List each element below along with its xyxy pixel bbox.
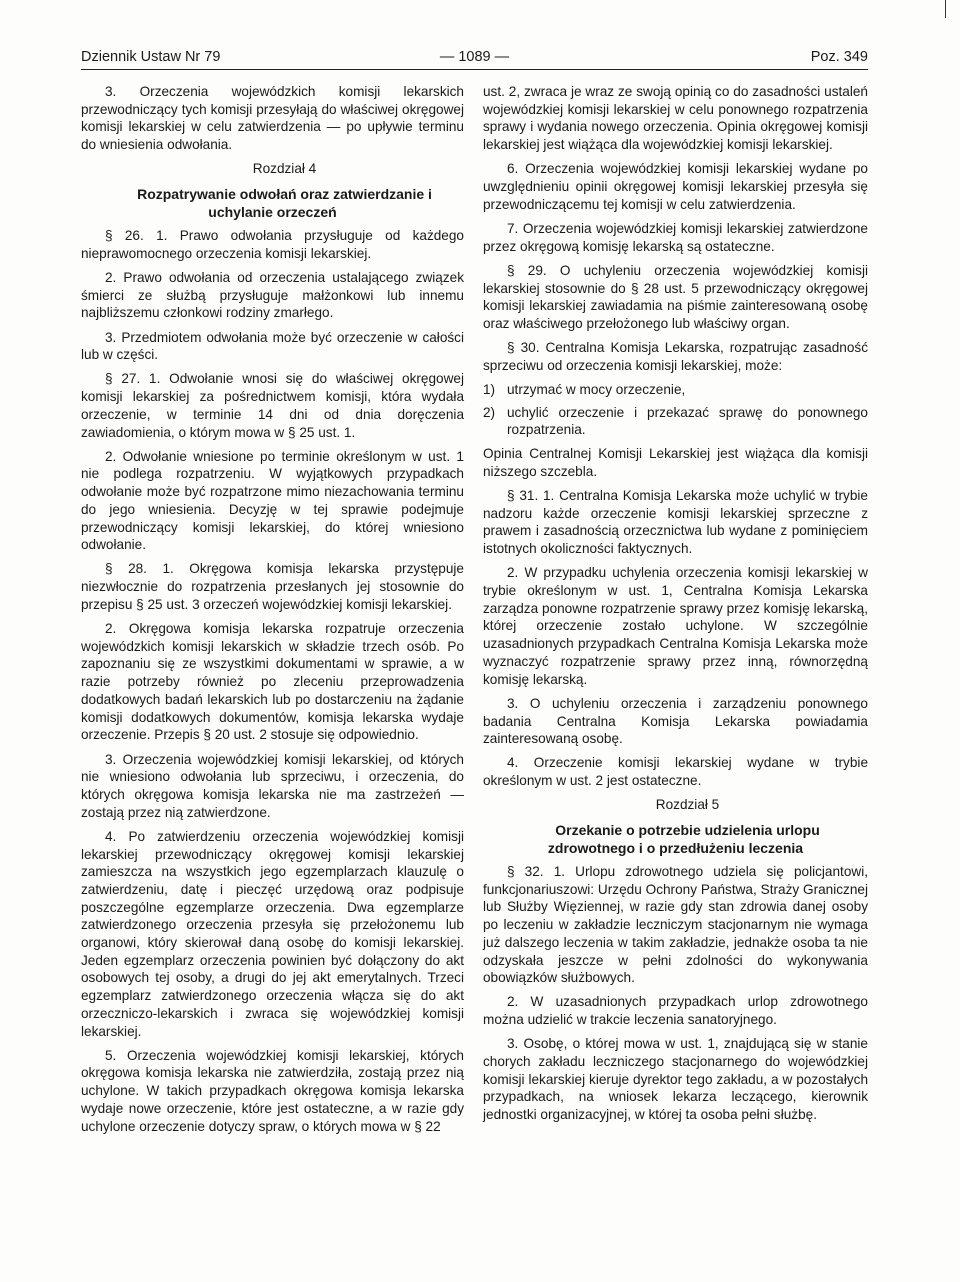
left-column: [81, 83, 464, 1142]
chapter-5-label: Rozdział 5: [655, 797, 720, 813]
paragraph-27-1: § 27. 1. Odwołanie wnosi się do właściwej okręgowej komisji lekarskiej za pośrednictwem komisji, która wydała orzeczenie, w terminie 14 dni od dnia doręczenia zawiadomienia, o którym mowa w § 25 ust. 1.: [81, 371, 464, 440]
paragraph-26-3: 3. Przedmiotem odwołania może być orzeczenie w całości lub w części.: [81, 329, 464, 363]
paragraph-28-5-continued: ust. 2, zwraca je wraz ze swoją opinią co do zasadności ustaleń wojewódzkiej komisji lekarskiej w celu ponownego rozpatrzenia sprawy i wydania nowego orzeczenia. Opinia okręgowej komisji lekarskiej jest wiążąca dla wojewódzkiej komisji lekarskiej.: [483, 84, 868, 153]
page-header: [81, 48, 868, 68]
paragraph-26-2: 2. Prawo odwołania od orzeczenia ustalającego związek śmierci ze służbą przysługuje małżonkowi lub innemu najbliższemu członkowi rodziny zmarłego.: [81, 269, 464, 321]
paragraph-28-3: 3. Orzeczenia wojewódzkiej komisji lekarskiej, od których nie wniesiono odwołania lub sprzeciwu, i orzeczenia, do których okręgowa komisja lekarska nie ma zastrzeżeń — zostają przez nią zatwierdzone.: [81, 751, 464, 820]
list-item: [483, 404, 868, 439]
list-item-text: utrzymać w mocy orzeczenie,: [507, 382, 686, 398]
paragraph-32-2: 2. W uzasadnionych przypadkach urlop zdrowotnego można udzielić w trakcie leczenia sanatoryjnego.: [483, 994, 868, 1028]
corner-mark: [945, 0, 946, 18]
paragraph-32-1: § 32. 1. Urlopu zdrowotnego udziela się policjantowi, funkcjonariuszowi: Urzędu Ochrony Państwa, Straży Granicznej lub Służby Więziennej, w razie gdy stan zdrowia danej osoby po leczeniu w zakładzie leczniczym stacjonarnym nie wymaga już dalszego leczenia w takim zakładzie, jednakże osoba ta nie odzyskała jeszcze w pełni zdolności do wykonywania obowiązków służbowych.: [483, 864, 868, 986]
paragraph-32-3: 3. Osobę, o której mowa w ust. 1, znajdującą się w stanie chorych zakładu leczniczego stacjonarnego do wojewódzkiej komisji lekarskiej kieruje dyrektor tego zakładu, a w pozostałych przypadkach, na wniosek lekarza leczącego, kierownik jednostki organizacyjnej, w której ta osoba pełni służbę.: [483, 1036, 868, 1123]
paragraph-26-1: § 26. 1. Prawo odwołania przysługuje od każdego nieprawomocnego orzeczenia komisji lekarskiej.: [81, 228, 464, 261]
paragraph-30-list: [483, 381, 868, 439]
paragraph-31-4: 4. Orzeczenie komisji lekarskiej wydane w trybie określonym w ust. 2 jest ostateczne.: [483, 755, 868, 789]
chapter-5-title: Orzekanie o potrzebie udzielenia urlopu zdrowotnego i o przedłużeniu leczenia: [547, 821, 820, 856]
list-item-number: 1): [483, 382, 496, 398]
paragraph-31-1: § 31. 1. Centralna Komisja Lekarska może uchylić w trybie nadzoru każde orzeczenie komisji lekarskiej sprzeczne z prawem i zasadnością orzecznictwa lub wydane z pominięciem istotnych okoliczności faktycznych.: [483, 488, 868, 557]
paragraph-25-3: 3. Orzeczenia wojewódzkich komisji lekarskich przewodniczący tych komisji przesyłają do właściwej okręgowej komisji lekarskiej w celu zatwierdzenia — po upływie terminu do wniesienia odwołania.: [81, 84, 464, 153]
header-rule: [81, 69, 868, 70]
position-number: Poz. 349: [810, 49, 868, 65]
paragraph-31-2: 2. W przypadku uchylenia orzeczenia komisji lekarskiej w trybie określonym w ust. 1, Centralna Komisja Lekarska zarządza ponowne rozpatrzenie sprawy przez komisję lekarską, której orzeczenie zostało uchylone. W szczególnie uzasadnionych przypadkach Centralna Komisja Lekarska może wyznaczyć rozpatrzenie sprawy przez inną, równorzędną komisję lekarską.: [483, 565, 868, 687]
page-number: — 1089 —: [439, 49, 510, 65]
chapter-4-title: Rozpatrywanie odwołań oraz zatwierdzanie i uchylanie orzeczeń: [137, 185, 432, 220]
paragraph-31-3: 3. O uchyleniu orzeczenia i zarządzeniu ponownego badania Centralna Komisja Lekarska powiadamia zainteresowaną osobę.: [483, 695, 868, 747]
list-item-number: 2): [483, 404, 496, 420]
paragraph-27-2: 2. Odwołanie wniesione po terminie określonym w ust. 1 nie podlega rozpatrzeniu. W wyjątkowych przypadkach odwołanie może być rozpatrzone mimo niezachowania terminu do jego wniesienia. Decyzję w tej sprawie podejmuje przewodniczący komisji lekarskiej, do której wniesiono odwołanie.: [81, 448, 464, 553]
paragraph-28-5: 5. Orzeczenia wojewódzkiej komisji lekarskiej, których okręgowa komisja lekarska nie zatwierdziła, zostają przez nią uchylone. W takich przypadkach okręgowa komisja lekarska wydaje nowe orzeczenie, które jest ostateczne, a w razie gdy uchylone orzeczenie dotyczy spraw, o których mowa w § 22: [81, 1047, 464, 1134]
paragraph-30: § 30. Centralna Komisja Lekarska, rozpatrując zasadność sprzeciwu od orzeczenia komisji lekarskiej, może:: [483, 340, 868, 373]
paragraph-30-tail: Opinia Centralnej Komisji Lekarskiej jest wiążąca dla komisji niższego szczebla.: [483, 446, 868, 479]
right-column: [483, 83, 868, 1130]
list-item: [483, 381, 868, 399]
paragraph-28-7: 7. Orzeczenia wojewódzkiej komisji lekarskiej zatwierdzone przez okręgową komisję lekarską są ostateczne.: [483, 220, 868, 254]
paragraph-29: § 29. O uchyleniu orzeczenia wojewódzkiej komisji lekarskiej stosownie do § 28 ust. 5 przewodniczący okręgowej komisji lekarskiej zawiadamia na piśmie zainteresowaną osobę oraz właściwego przełożonego lub właściwy organ.: [483, 262, 868, 331]
list-item-text: uchylić orzeczenie i przekazać sprawę do ponownego rozpatrzenia.: [507, 404, 868, 438]
paragraph-28-4: 4. Po zatwierdzeniu orzeczenia wojewódzkiej komisji lekarskiej przewodniczący okręgowej komisji lekarskiej zamieszcza na wszystkich jego egzemplarzach klauzulę o zatwierdzeniu, datę i pieczęć urzędową oraz podpisuje poszczególne egzemplarze orzeczenia. Dwa egzemplarze zatwierdzonego orzeczenia przesyła się przełożonemu lub organowi, który skierował daną osobę do komisji lekarskiej. Jeden egzemplarz orzeczenia powinien być dołączony do akt osobowych tej osoby, a drugi do jej akt emerytalnych. Trzeci egzemplarz zatwierdzonego orzeczenia włącza się do akt orzeczniczo-lekarskich i zwraca się wojewódzkiej komisji lekarskiej.: [81, 828, 464, 1039]
journal-title: Dziennik Ustaw Nr 79: [81, 49, 221, 65]
chapter-4-label: Rozdział 4: [252, 161, 317, 177]
paragraph-28-6: 6. Orzeczenia wojewódzkiej komisji lekarskiej wydane po uwzględnieniu opinii okręgowej komisji lekarskiej przesyła się przewodniczącemu tej komisji w celu zatwierdzenia.: [483, 161, 868, 212]
paragraph-28-2: 2. Okręgowa komisja lekarska rozpatruje orzeczenia wojewódzkich komisji lekarskich w składzie trzech osób. Po zapoznaniu się ze wszystkimi dokumentami w sprawie, a w razie potrzeby również po zleceniu przeprowadzenia dodatkowych badań lekarskich lub po dostarczeniu na żądanie komisji dodatkowych dokumentów, komisja lekarska wydaje orzeczenie. Przepis § 20 ust. 2 stosuje się odpowiednio.: [81, 621, 464, 743]
paragraph-28-1: § 28. 1. Okręgowa komisja lekarska przystępuje niezwłocznie do rozpatrzenia przesłanych jej stosownie do przepisu § 25 ust. 3 orzeczeń wojewódzkiej komisji lekarskiej.: [81, 561, 464, 612]
